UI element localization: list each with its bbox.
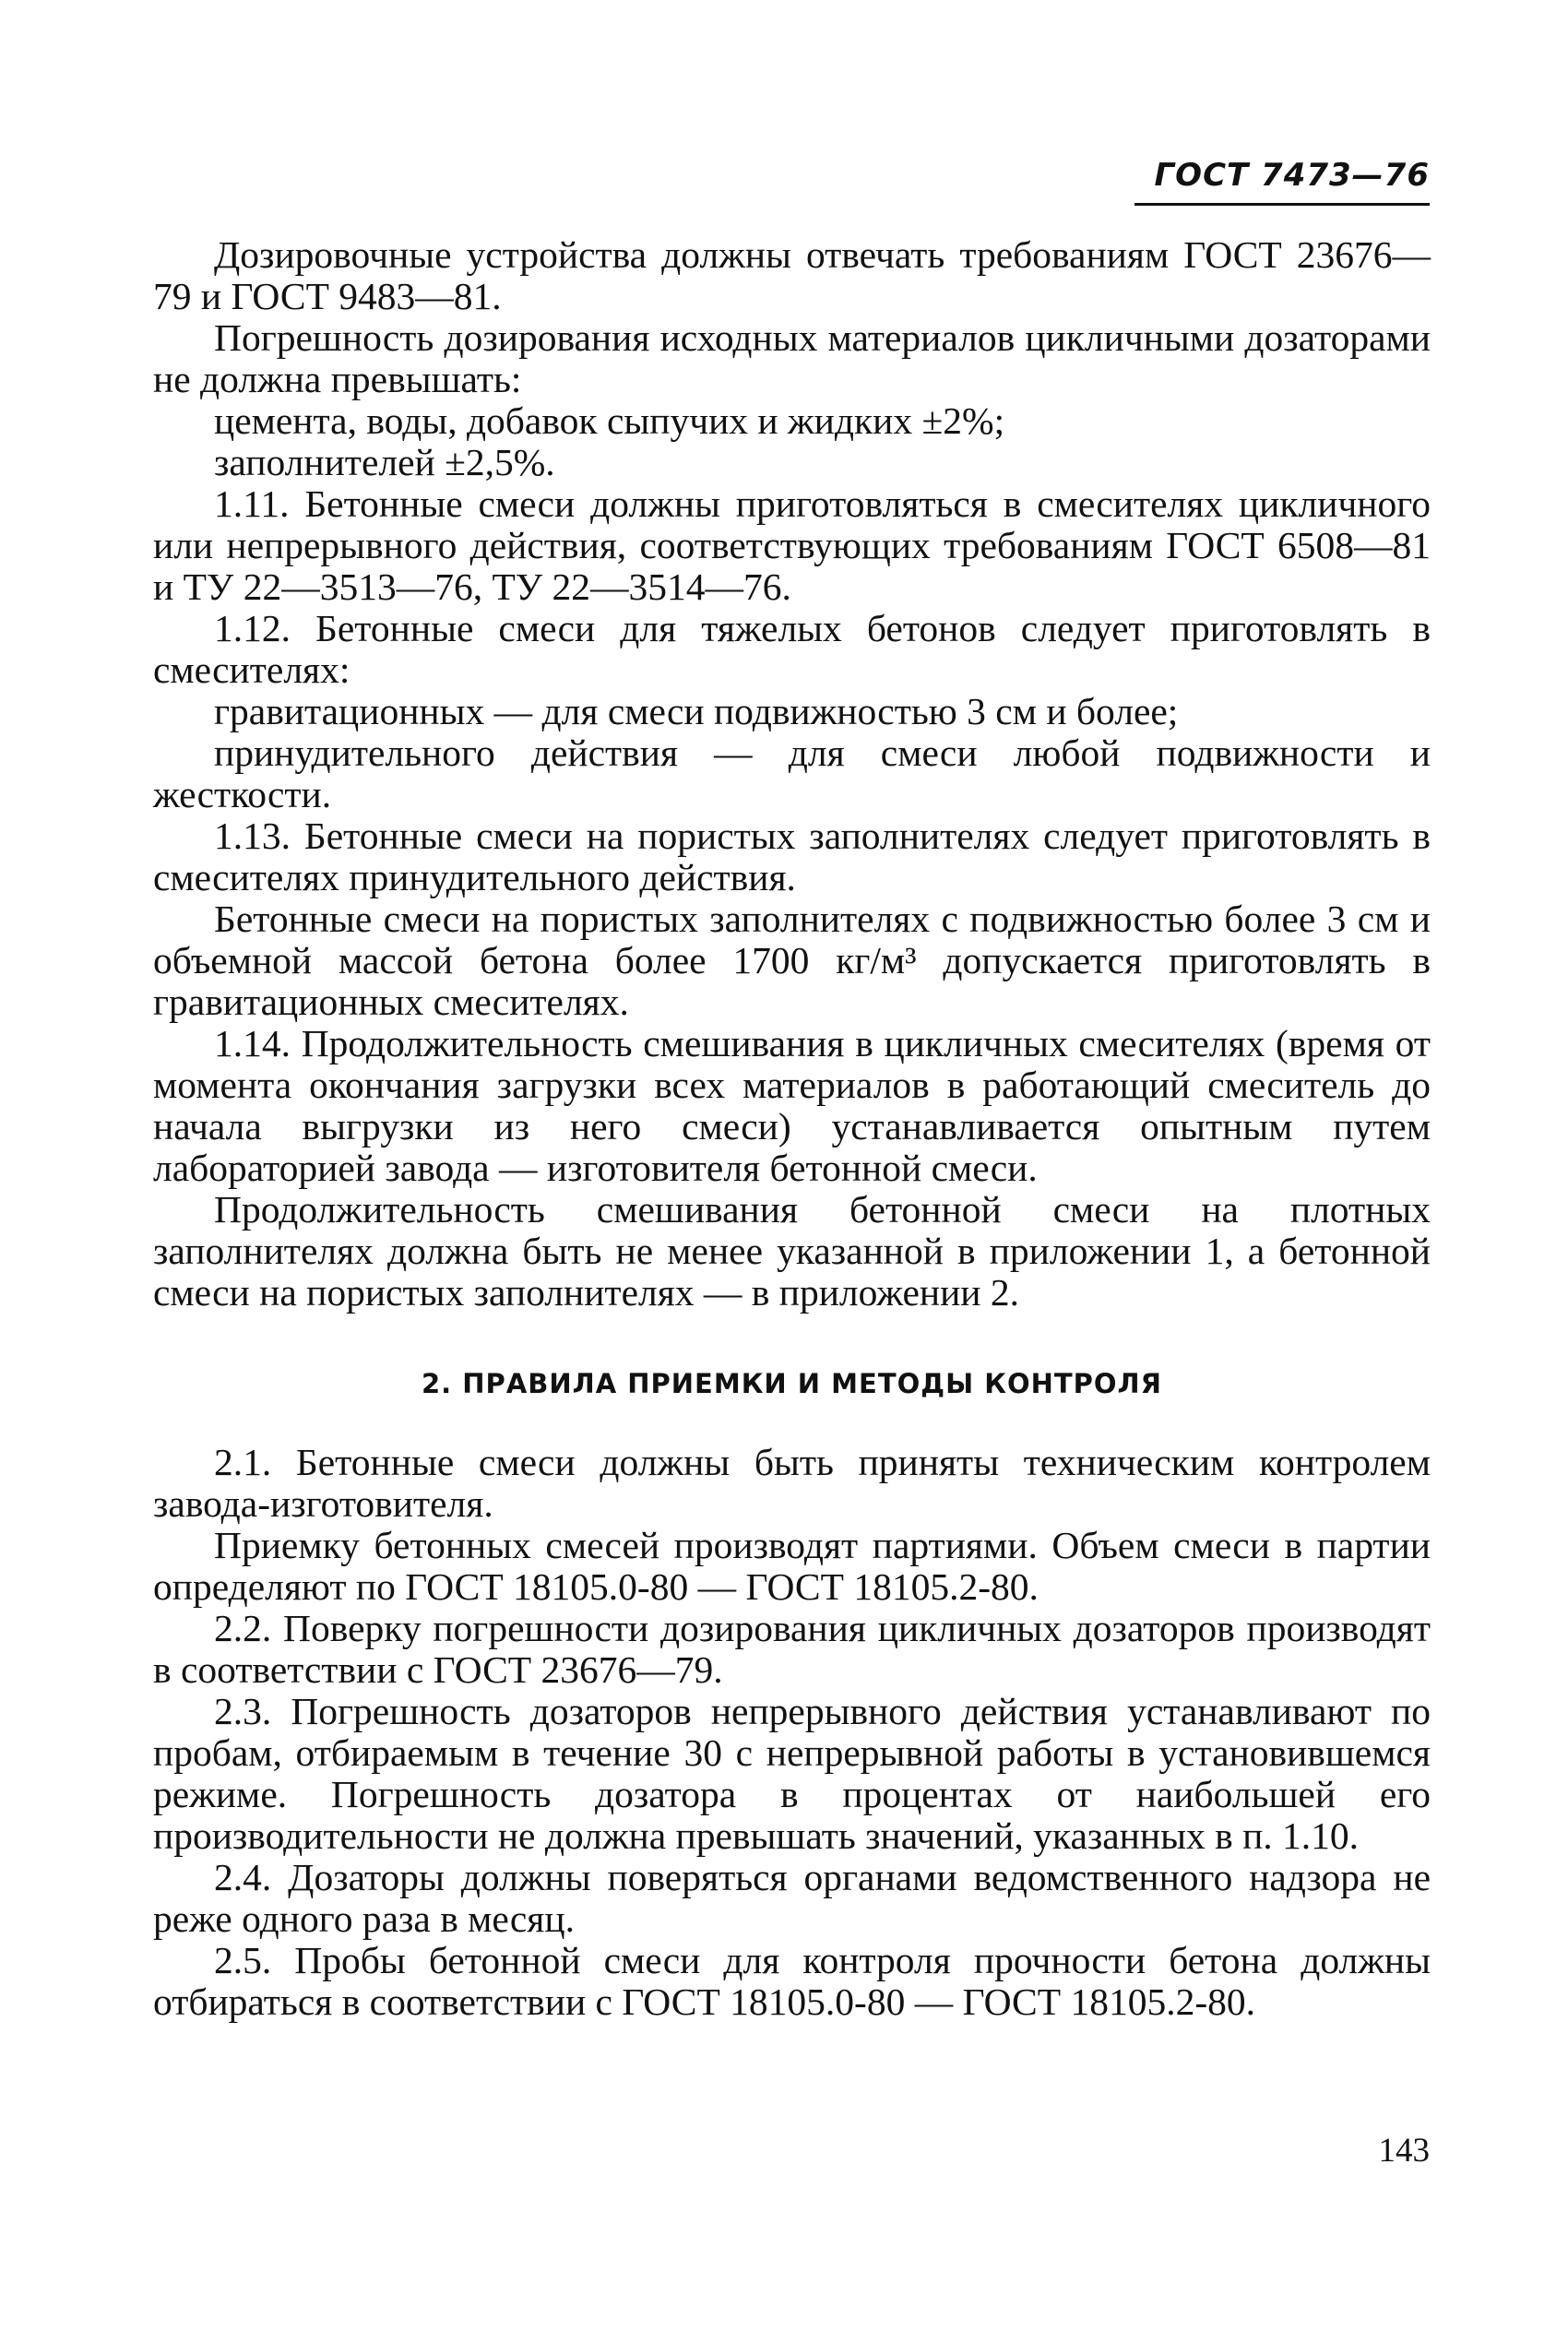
paragraph: 1.13. Бетонные смеси на пористых заполнителях следует приготовлять в смесителях принудительного действия. [153, 815, 1431, 898]
page-number: 143 [1378, 2132, 1430, 2170]
header-rule [1134, 203, 1430, 206]
page-header [1134, 157, 1430, 206]
section-heading: 2. ПРАВИЛА ПРИЕМКИ И МЕТОДЫ КОНТРОЛЯ [422, 1368, 1162, 1399]
paragraph: 2.4. Дозаторы должны поверяться органами ведомственного надзора не реже одного раза в месяц. [153, 1856, 1431, 1940]
paragraph: Бетонные смеси на пористых заполнителях с подвижностью более 3 см и объемной массой бетона более 1700 кг/м³ допускается приготовлять в гравитационных смесителях. [153, 898, 1431, 1023]
paragraph: 2.1. Бетонные смеси должны быть приняты техническим контролем завода-изготовителя. [153, 1441, 1431, 1525]
paragraph: 1.12. Бетонные смеси для тяжелых бетонов следует приготовлять в смесителях: [153, 607, 1431, 691]
paragraph: Погрешность дозирования исходных материалов цикличными дозаторами не должна превышать: [153, 316, 1431, 400]
standard-number: ГОСТ 7473—76 [1154, 157, 1430, 194]
paragraph: 2.5. Пробы бетонной смеси для контроля прочности бетона должны отбираться в соответствии с ГОСТ 18105.0-80 — ГОСТ 18105.2-80. [153, 1939, 1431, 2023]
paragraph: 2.2. Поверку погрешности дозирования цикличных дозаторов производят в соответствии с ГОСТ 23676—79. [153, 1607, 1431, 1691]
paragraph: Приемку бетонных смесей производят партиями. Объем смеси в партии определяют по ГОСТ 18105.0-80 — ГОСТ 18105.2-80. [153, 1524, 1431, 1608]
paragraph: 1.14. Продолжительность смешивания в цикличных смесителях (время от момента окончания загрузки всех материалов в работающий смеситель до начала выгрузки из него смеси) устанавливается опытным путем лабораторией завода — изготовителя бетонной смеси. [153, 1022, 1431, 1189]
paragraph: гравитационных — для смеси подвижностью 3 см и более; [214, 690, 1179, 732]
paragraph: принудительного действия — для смеси любой подвижности и жесткости. [153, 731, 1431, 815]
document-body [153, 234, 1431, 2023]
paragraph: Продолжительность смешивания бетонной смеси на плотных заполнителях должна быть не менее указанной в приложении 1, а бетонной смеси на пористых заполнителях — в приложении 2. [153, 1188, 1431, 1314]
paragraph: 2.3. Погрешность дозаторов непрерывного действия устанавливают по пробам, отбираемым в течение 30 с непрерывной работы в установившемся режиме. Погрешность дозатора в процентах от наибольшей его производительности не должна превышать значений, указанных в п. 1.10. [153, 1690, 1431, 1857]
paragraph: 1.11. Бетонные смеси должны приготовляться в смесителях цикличного или непрерывного действия, соответствующих требованиям ГОСТ 6508—81 и ТУ 22—3513—76, ТУ 22—3514—76. [153, 482, 1431, 608]
paragraph: цемента, воды, добавок сыпучих и жидких ±2%; [214, 399, 1005, 442]
paragraph: заполнителей ±2,5%. [214, 441, 555, 483]
paragraph: Дозировочные устройства должны отвечать требованиям ГОСТ 23676—79 и ГОСТ 9483—81. [153, 233, 1431, 317]
